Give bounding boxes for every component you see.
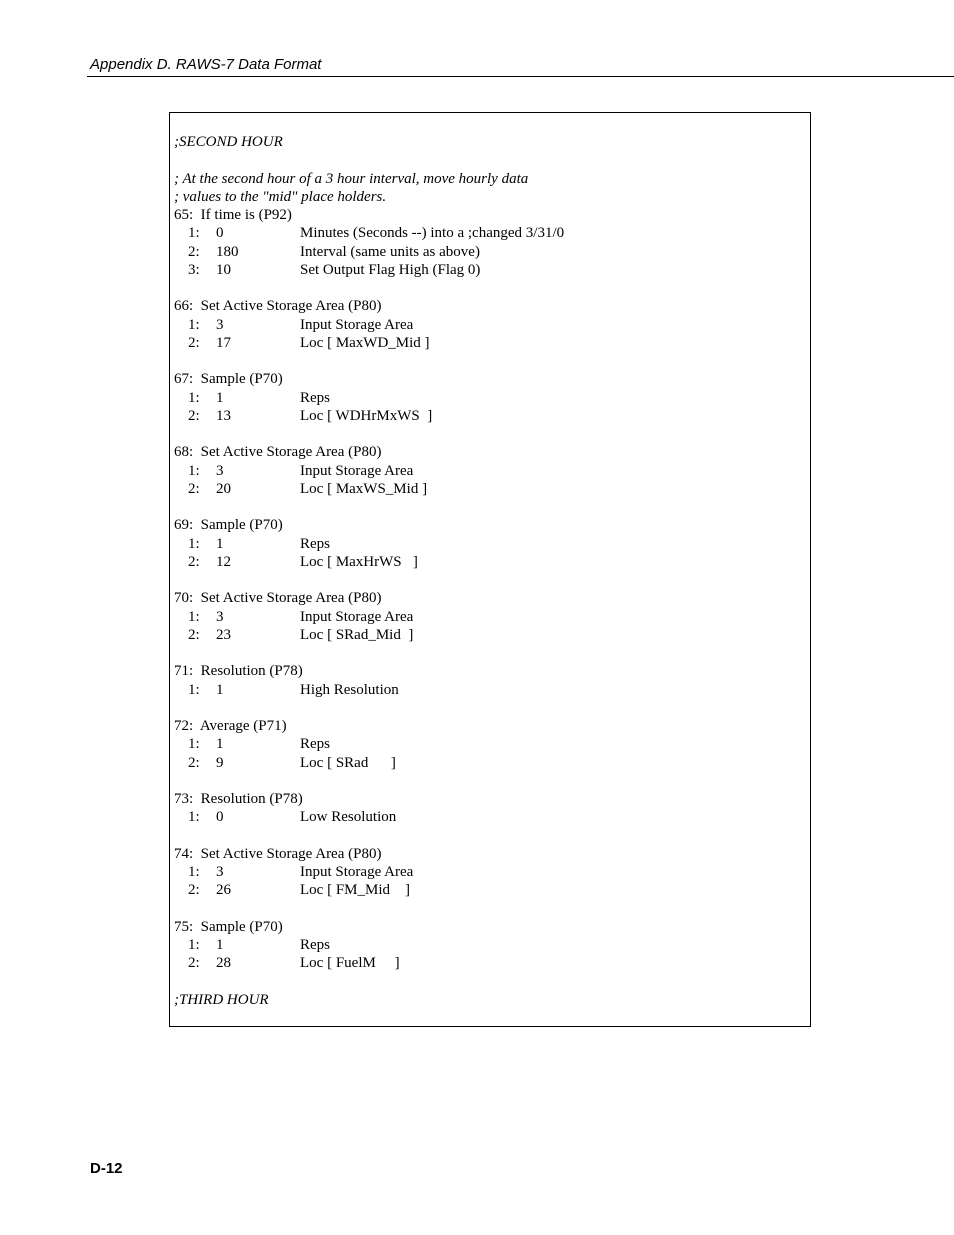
instruction-title: 75: Sample (P70) (174, 918, 283, 935)
instruction-title: 69: Sample (P70) (174, 517, 283, 534)
parameter-value: 3 (216, 462, 224, 479)
parameter-description: Loc [ FuelM ] (300, 955, 400, 972)
blank-line (174, 699, 804, 717)
parameter-value: 3 (216, 316, 224, 333)
instruction-block (174, 443, 804, 498)
parameter-row (174, 462, 804, 480)
parameter-row (174, 261, 804, 279)
parameter-value: 13 (216, 407, 231, 424)
instruction-title: 71: Resolution (P78) (174, 663, 303, 680)
instruction-block (174, 589, 804, 644)
parameter-row (174, 808, 804, 826)
parameter-row (174, 936, 804, 954)
parameter-row (174, 735, 804, 753)
parameter-row (174, 553, 804, 571)
parameter-description: Minutes (Seconds --) into a ;changed 3/31/0 (300, 225, 565, 242)
blank-line (174, 827, 804, 845)
running-header: Appendix D. RAWS-7 Data Format (90, 56, 322, 73)
parameter-row (174, 954, 804, 972)
parameter-description: Loc [ WDHrMxWS ] (300, 407, 433, 424)
parameter-description: Loc [ MaxWS_Mid ] (300, 480, 428, 497)
parameter-value: 26 (216, 882, 231, 899)
instruction-block (174, 717, 804, 772)
blank-line (174, 498, 804, 516)
parameter-row (174, 608, 804, 626)
parameter-value: 1 (216, 535, 224, 552)
parameter-index: 2: (188, 334, 200, 351)
parameter-index: 1: (188, 316, 200, 333)
parameter-index: 2: (188, 626, 200, 643)
instruction-block (174, 297, 804, 352)
parameter-value: 1 (216, 736, 224, 753)
parameter-index: 2: (188, 480, 200, 497)
parameter-index: 1: (188, 389, 200, 406)
parameter-description: Reps (300, 937, 330, 953)
parameter-row (174, 407, 804, 425)
parameter-row (174, 334, 804, 352)
parameter-value: 23 (216, 626, 231, 643)
blank-line (174, 279, 804, 297)
parameter-row (174, 863, 804, 881)
parameter-description: Reps (300, 736, 330, 753)
comment-line: ; values to the "mid" place holders. (174, 188, 387, 205)
program-listing-box (169, 112, 811, 1027)
instruction-title: 67: Sample (P70) (174, 371, 283, 388)
parameter-description: Set Output Flag High (Flag 0) (300, 261, 481, 278)
instruction-title: 72: Average (P71) (174, 718, 287, 734)
program-listing (174, 133, 804, 1009)
parameter-index: 2: (188, 553, 200, 570)
instruction-block (174, 516, 804, 571)
parameter-row (174, 681, 804, 699)
instruction-title: 65: If time is (P92) (174, 207, 292, 223)
blank-line (174, 644, 804, 662)
parameter-index: 1: (188, 736, 200, 753)
parameter-description: Loc [ FM_Mid ] (300, 882, 410, 899)
parameter-index: 1: (188, 608, 200, 625)
blank-line (174, 973, 804, 991)
parameter-index: 2: (188, 882, 200, 899)
parameter-row (174, 480, 804, 498)
parameter-value: 0 (216, 809, 224, 826)
parameter-description: Reps (300, 389, 330, 406)
parameter-value: 1 (216, 681, 224, 698)
parameter-value: 9 (216, 754, 224, 771)
instruction-title: 74: Set Active Storage Area (P80) (174, 845, 382, 862)
parameter-value: 1 (216, 389, 224, 406)
parameter-row (174, 243, 804, 261)
parameter-row (174, 754, 804, 772)
parameter-value: 3 (216, 864, 224, 880)
blank-line (174, 571, 804, 589)
parameter-index: 1: (188, 864, 200, 880)
parameter-value: 10 (216, 261, 231, 278)
parameter-value: 0 (216, 225, 224, 242)
parameter-description: Loc [ SRad_Mid ] (300, 626, 414, 643)
parameter-row (174, 535, 804, 553)
comment-line: ; At the second hour of a 3 hour interval, move hourly data (174, 170, 529, 187)
instruction-list (174, 206, 804, 973)
instruction-block (174, 918, 804, 973)
section-comment-third-hour: ;THIRD HOUR (174, 991, 269, 1008)
parameter-index: 2: (188, 407, 200, 424)
parameter-index: 1: (188, 681, 200, 698)
parameter-description: Input Storage Area (300, 608, 414, 625)
parameter-row (174, 881, 804, 899)
parameter-value: 17 (216, 334, 231, 351)
parameter-value: 1 (216, 937, 224, 953)
parameter-index: 2: (188, 754, 200, 771)
instruction-block (174, 790, 804, 827)
parameter-value: 12 (216, 553, 231, 570)
parameter-value: 180 (216, 243, 239, 260)
header-rule (87, 76, 954, 77)
parameter-row (174, 626, 804, 644)
parameter-description: Interval (same units as above) (300, 243, 480, 260)
parameter-row (174, 224, 804, 242)
parameter-value: 3 (216, 608, 224, 625)
parameter-row (174, 316, 804, 334)
page-number: D-12 (90, 1160, 123, 1177)
parameter-index: 1: (188, 462, 200, 479)
parameter-index: 1: (188, 809, 200, 826)
instruction-block (174, 206, 804, 279)
parameter-index: 2: (188, 243, 200, 260)
parameter-value: 20 (216, 480, 231, 497)
instruction-title: 70: Set Active Storage Area (P80) (174, 590, 382, 607)
parameter-index: 1: (188, 535, 200, 552)
parameter-index: 1: (188, 225, 200, 242)
parameter-description: Input Storage Area (300, 864, 414, 880)
instruction-block (174, 845, 804, 900)
parameter-description: Loc [ SRad ] (300, 754, 396, 771)
parameter-description: Low Resolution (300, 809, 397, 826)
parameter-index: 2: (188, 955, 200, 972)
instruction-block (174, 662, 804, 699)
instruction-title: 73: Resolution (P78) (174, 791, 303, 807)
parameter-row (174, 389, 804, 407)
parameter-description: High Resolution (300, 681, 399, 698)
blank-line (174, 352, 804, 370)
parameter-description: Reps (300, 535, 330, 552)
parameter-index: 3: (188, 261, 200, 278)
instruction-block (174, 370, 804, 425)
instruction-title: 66: Set Active Storage Area (P80) (174, 298, 382, 315)
blank-line (174, 425, 804, 443)
parameter-value: 28 (216, 955, 231, 972)
parameter-description: Input Storage Area (300, 316, 414, 333)
blank-line (174, 900, 804, 918)
blank-line (174, 151, 804, 169)
parameter-index: 1: (188, 937, 200, 953)
section-comment-second-hour: ;SECOND HOUR (174, 134, 283, 150)
blank-line (174, 772, 804, 790)
parameter-description: Loc [ MaxWD_Mid ] (300, 334, 430, 351)
parameter-description: Input Storage Area (300, 462, 414, 479)
parameter-description: Loc [ MaxHrWS ] (300, 553, 418, 570)
instruction-title: 68: Set Active Storage Area (P80) (174, 444, 382, 461)
